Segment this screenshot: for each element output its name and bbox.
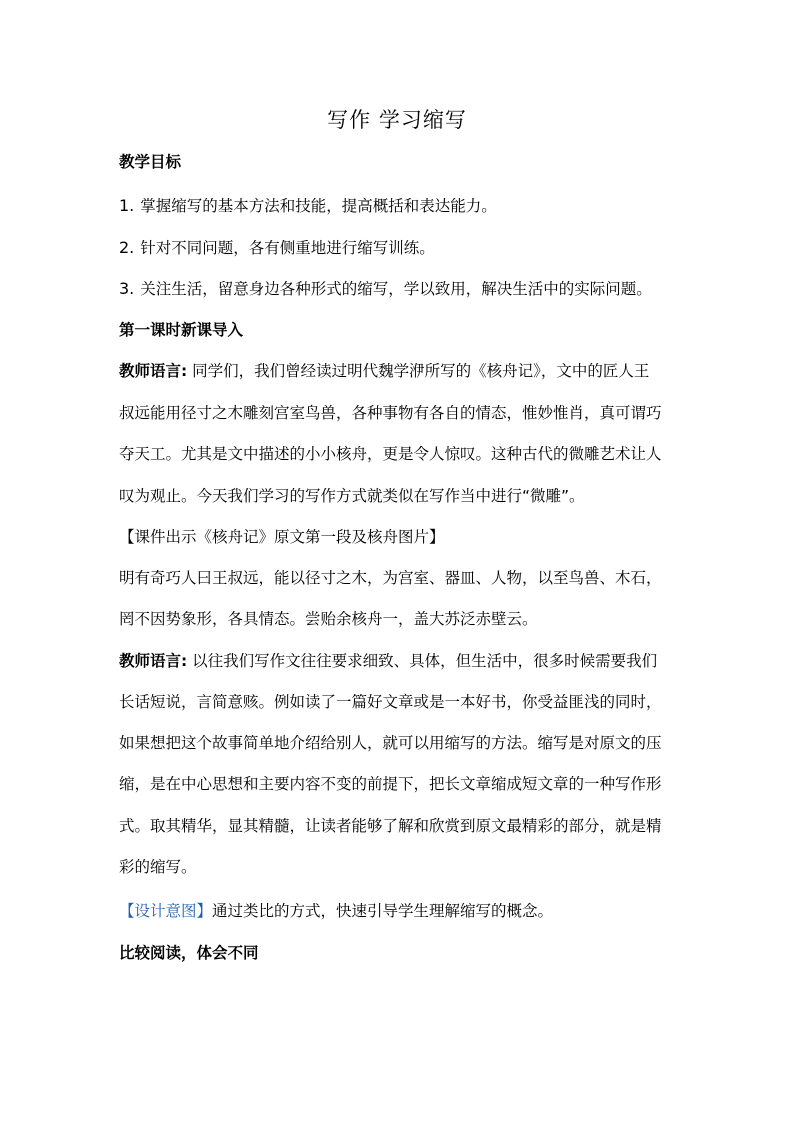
teacher-label: 教师语言:: [119, 362, 188, 380]
paragraph-text: 以往我们写作文往往要求细致、具体，但生活中，很多时候需要我们: [187, 652, 658, 670]
paragraph-line: 式。取其精华，显其精髓，让读者能够了解和欣赏到原文最精彩的部分，就是精: [119, 817, 662, 835]
objective-item: [119, 236, 435, 258]
original-text-line: 罔不因势象形，各具情态。尝贻余核舟一，盖大苏泛赤壁云。: [119, 610, 538, 628]
objective-text: 关注生活，留意身边各种形式的缩写，学以致用，解决生活中的实际问题。: [140, 280, 652, 298]
paragraph-text: 同学们，我们曾经读过明代魏学洢所写的《核舟记》，文中的匠人王: [187, 362, 650, 380]
original-text-line: 明有奇巧人曰王叔远，能以径寸之木，为宫室、器皿、人物，以至鸟兽、木石，: [119, 569, 662, 587]
paragraph-line: 如果想把这个故事简单地介绍给别人，就可以用缩写的方法。缩写是对原文的压: [119, 734, 662, 752]
courseware-note: 【课件出示《核舟记》原文第一段及核舟图片】: [119, 528, 445, 546]
design-label: 【设计意图】: [119, 902, 213, 920]
paragraph-line: 叹为观止。今天我们学习的写作方式就类似在写作当中进行“微雕”。: [119, 487, 585, 505]
page-title: 写作 学习缩写: [327, 108, 467, 132]
objective-number: 1.: [119, 196, 135, 215]
teacher-label: 教师语言:: [119, 652, 188, 670]
paragraph-line: 叔远能用径寸之木雕刻宫室鸟兽，各种事物有各自的情态，惟妙惟肖，真可谓巧: [119, 404, 662, 422]
paragraph-line: 彩的缩写。: [119, 858, 197, 876]
paragraph-line: [119, 649, 657, 671]
paragraph-line: 夺天工。尤其是文中描述的小小核舟，更是令人惊叹。这种古代的微雕艺术让人: [119, 445, 662, 463]
paragraph-line: [119, 359, 649, 381]
compare-heading: 比较阅读，体会不同: [119, 944, 259, 962]
paragraph-line: 缩，是在中心思想和主要内容不变的前提下，把长文章缩成短文章的一种写作形: [119, 775, 662, 793]
paragraph-line: 长话短说，言简意赅。例如读了一篇好文章或是一本好书，你受益匪浅的同时，: [119, 693, 662, 711]
objective-item: [119, 277, 652, 299]
objective-item: [119, 194, 497, 216]
design-text: 通过类比的方式，快速引导学生理解缩写的概念。: [212, 902, 554, 920]
design-intent: [119, 899, 553, 921]
objective-number: 3.: [119, 279, 135, 298]
lesson-heading: 第一课时新课导入: [119, 321, 244, 339]
objective-text: 掌握缩写的基本方法和技能，提高概括和表达能力。: [140, 197, 497, 215]
objectives-heading: 教学目标: [119, 153, 182, 171]
objective-number: 2.: [119, 238, 135, 257]
objective-text: 针对不同问题，各有侧重地进行缩写训练。: [140, 239, 435, 257]
